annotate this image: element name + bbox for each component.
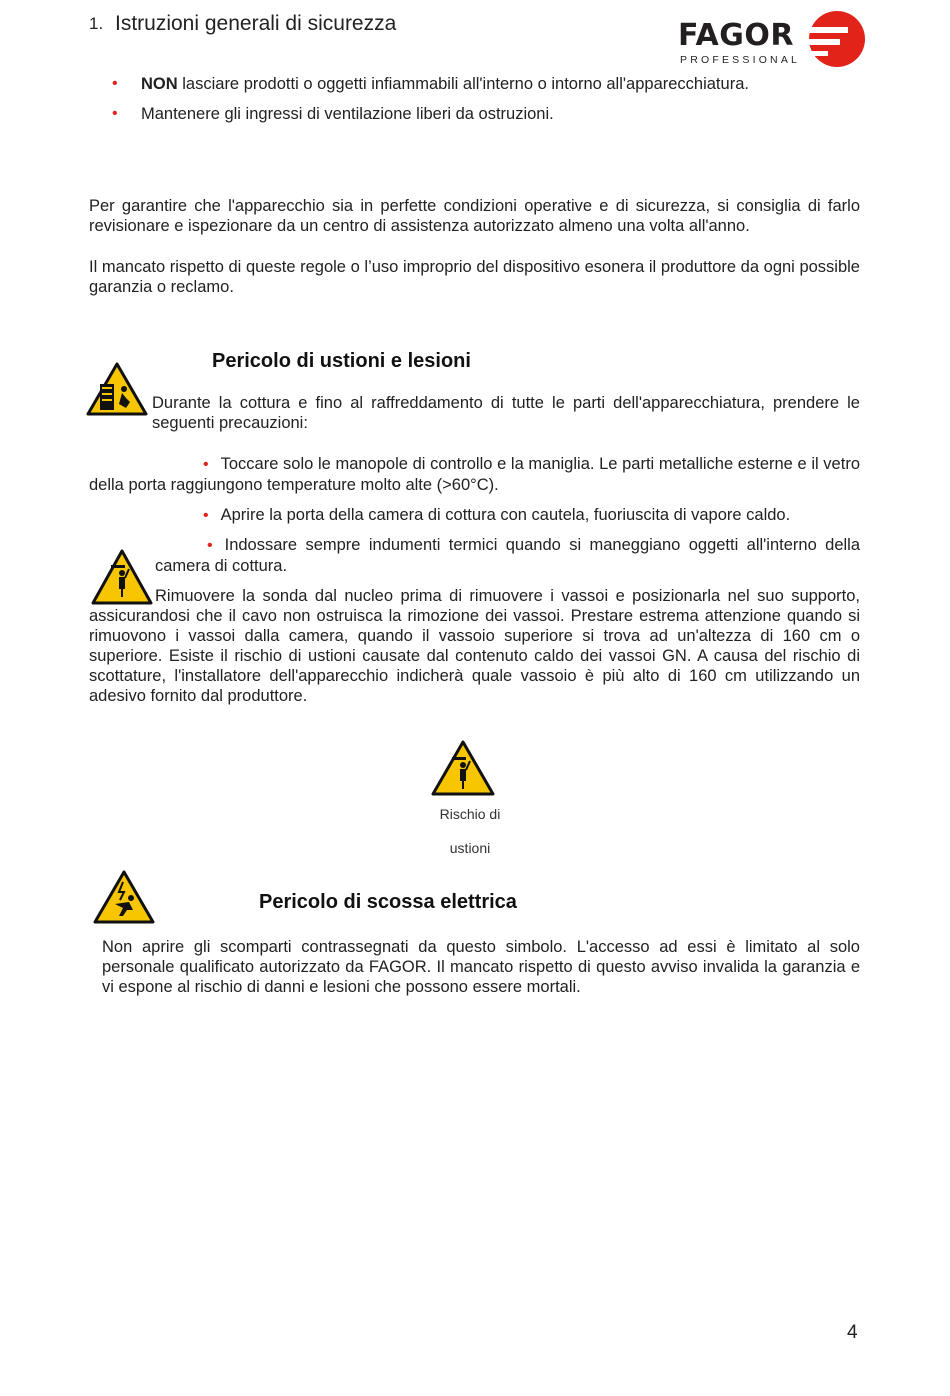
list-item: • Mantenere gli ingressi di ventilazione liberi da ostruzioni.: [112, 105, 554, 123]
logo-sub: PROFESSIONAL: [680, 54, 801, 66]
probe-paragraph: [89, 586, 860, 706]
burn-bullet-1: • Toccare solo le manopole di controllo e la maniglia. Le parti metalliche esterne e il vetro della porta raggiungono temperature molto alte (>60°C).: [89, 455, 860, 494]
electric-paragraph: [102, 937, 860, 997]
list-item: • NON lasciare prodotti o oggetti infiammabili all'interno o intorno all'apparecchiatura.: [112, 75, 749, 93]
burn-bullet-3: • Indossare sempre indumenti termici quando si maneggiano oggetti all'interno della camera di cottura.: [155, 536, 860, 575]
electric-section-title: Pericolo di scossa elettrica: [259, 891, 517, 913]
bullet-bold: NON: [141, 75, 178, 93]
burn-section-title: Pericolo di ustioni e lesioni: [212, 350, 471, 372]
bullet-text: lasciare prodotti o oggetti infiammabili all'interno o intorno all'apparecchiatura.: [177, 75, 749, 93]
burn-risk-icon: [431, 740, 495, 796]
burn-bullet-3-text: Indossare sempre indumenti termici quando si maneggiano oggetti all'interno della camera di cottura.: [155, 536, 860, 575]
fagor-logo: [678, 8, 868, 72]
logo-brand: FAGOR: [678, 18, 794, 53]
electric-shock-warning-icon: [93, 870, 155, 924]
burn-caption-line1: Rischio di: [439, 806, 501, 822]
page-number: 4: [847, 1322, 858, 1343]
burn-intro-text: Durante la cottura e fino al raffreddamento di tutte le parti dell'apparecchiatura, prendere le seguenti precauzioni:: [152, 394, 860, 432]
burn-bullet-2-text: Aprire la porta della camera di cottura con cautela, fuoriuscita di vapore caldo.: [220, 506, 791, 524]
section-number: 1.: [89, 14, 104, 33]
warranty-paragraph: Il mancato rispetto di queste regole o l’uso improprio del dispositivo esonera il produttore da ogni possible garanzia o reclamo.: [89, 258, 860, 296]
burn-caption-line2: ustioni: [449, 840, 491, 856]
electric-paragraph-text: Non aprire gli scomparti contrassegnati da questo simbolo. L'accesso ad essi è limitato al solo personale qualificato autorizzato da FAGOR. Il mancato rispetto di questo avviso invalida la garanzia e vi espone al rischio di danni e lesioni che possono essere mortali.: [102, 938, 860, 996]
burn-bullet-1-text: Toccare solo le manopole di controllo e la maniglia. Le parti metalliche esterne e il vetro della porta raggiungono temperature molto alte (>60°C).: [89, 455, 860, 494]
top-bullet-list: [112, 74, 872, 134]
burn-intro: [152, 393, 860, 433]
service-paragraph: Per garantire che l'apparecchio sia in perfette condizioni operative e di sicurezza, si consiglia di farlo revisionare e ispezionare da un centro di assistenza autorizzato almeno una volta all'anno.: [89, 197, 860, 235]
burn-bullet-2: • Aprire la porta della camera di cottura con cautela, fuoriuscita di vapore caldo.: [203, 506, 791, 524]
section-title: Istruzioni generali di sicurezza: [115, 12, 397, 35]
burn-warning-icon: [86, 362, 148, 416]
fagor-logo-mark-icon: [808, 10, 866, 68]
probe-paragraph-text: Rimuovere la sonda dal nucleo prima di rimuovere i vassoi e posizionarla nel suo supporto, assicurandosi che il cavo non ostruisca la rimozione dei vassoi. Prestare estrema attenzione quando si rimuovono i vassoi dalla camera, quando il vassoio superiore si trova ad un'altezza di 160 cm o superiore. Esiste il rischio di ustioni causate dal contenuto caldo dei vassoi GN. A causa del rischio di scottature, l'installatore dell'apparecchio indicherà quale vassoio è più alto di 160 cm utilizzando un adesivo fornito dal produttore.: [89, 587, 860, 705]
bullet-text: Mantenere gli ingressi di ventilazione liberi da ostruzioni.: [141, 105, 554, 123]
